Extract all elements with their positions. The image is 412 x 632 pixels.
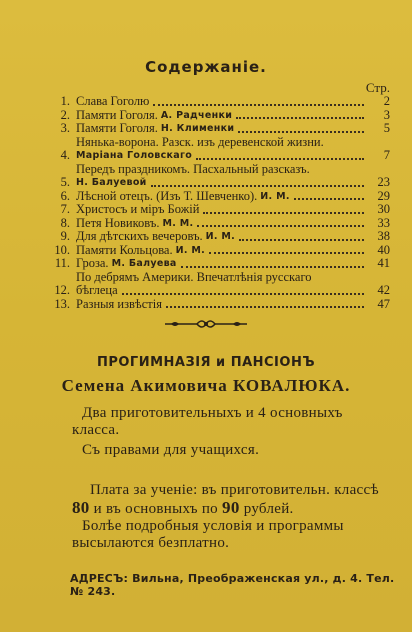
contents-title: Содержаніе. — [145, 58, 267, 76]
toc-num: 12. — [54, 283, 70, 297]
toc-author: Маріана Головскаго — [76, 150, 193, 161]
toc-num: 1. — [60, 94, 70, 108]
toc-title: Разныя извѣстія — [76, 296, 162, 311]
toc-page: 47 — [377, 296, 390, 311]
toc-page: 41 — [377, 256, 390, 270]
toc-item — [50, 257, 390, 271]
toc-item — [50, 230, 390, 244]
toc-item — [50, 95, 390, 109]
toc-item — [50, 190, 390, 204]
toc-num: 5. — [60, 175, 70, 189]
toc-page: 30 — [377, 202, 390, 216]
toc-author: Н. Балуевой — [76, 177, 147, 188]
toc-title-cont: бѣглеца — [76, 283, 118, 297]
toc-num: 10. — [54, 242, 70, 257]
school-heading: ПРОГИМНАЗІЯ и ПАНСІОНЪ — [96, 355, 316, 370]
toc-item — [50, 163, 390, 190]
toc-item — [50, 109, 390, 123]
toc-title: Лѣсной отецъ. (Изъ Т. Шевченко). — [76, 188, 258, 203]
toc-page: 40 — [377, 242, 390, 257]
toc-title: Памяти Гоголя. — [76, 121, 158, 135]
toc-author: М. Балуева — [111, 258, 177, 269]
toc-page: 23 — [377, 175, 390, 189]
toc-item — [50, 244, 390, 258]
toc-num: 13. — [54, 296, 70, 311]
toc-num: 2. — [60, 107, 70, 122]
toc-title: Памяти Кольцова. — [76, 242, 173, 257]
toc-page: 7 — [383, 148, 390, 162]
page-column-label: Стр. — [365, 80, 390, 95]
toc-author: И. М. — [175, 244, 206, 256]
toc-item — [50, 136, 390, 163]
toc-num: 3. — [60, 121, 70, 135]
toc-author: А. Радченки — [160, 109, 233, 121]
toc-num: 6. — [60, 188, 70, 203]
toc-num: 8. — [60, 215, 70, 230]
toc-item — [50, 122, 390, 136]
toc-author: И. М. — [205, 231, 236, 242]
programs-paragraph: Болѣе подробныя условія и программы высылаются безплатно. — [72, 518, 344, 551]
toc-title: Петя Новиковъ. — [76, 215, 160, 230]
ornament-divider — [0, 316, 412, 336]
toc-page: 29 — [377, 188, 390, 203]
toc-author: И. М. — [260, 190, 290, 202]
toc-item — [50, 298, 390, 312]
toc-title: Нянька-ворона. Разск. изъ деревенской жизни. — [76, 134, 324, 149]
toc-page: 3 — [383, 107, 390, 122]
toc-num: 7. — [60, 202, 70, 216]
school-name: Семена Акимовича КОВАЛЮКА. — [61, 376, 351, 395]
toc-page: 33 — [377, 215, 390, 230]
toc-title: Гроза. — [76, 256, 109, 270]
ornament-icon — [161, 316, 251, 332]
classes-paragraph: Два приготовительныхъ и 4 основныхъ класса. — [72, 405, 343, 438]
toc-title: Передъ праздникомъ. Пасхальный разсказъ. — [76, 161, 310, 176]
fee-paragraph: Плата за ученіе: въ приготовительн. классѣ 80 и въ основныхъ по 90 рублей. — [72, 482, 379, 517]
toc-item — [50, 271, 390, 298]
toc-item — [50, 217, 390, 231]
address: АДРЕСЪ: Вильна, Преображенская ул., д. 4. Тел. № 243. — [70, 572, 395, 598]
toc-title: Памяти Гоголя. — [76, 107, 158, 122]
toc-page: 42 — [377, 283, 390, 297]
toc-title: Слава Гоголю — [76, 94, 150, 108]
toc-page: 5 — [383, 121, 390, 135]
fee-prep: 80 — [72, 498, 90, 517]
toc-author: Н. Клименки — [160, 123, 235, 134]
toc-author: М. М. — [162, 217, 194, 229]
toc-page: 2 — [383, 94, 390, 108]
toc-num: 11. — [54, 256, 70, 270]
toc-item — [50, 203, 390, 217]
fee-main: 90 — [222, 498, 240, 517]
toc-num: 4. — [60, 148, 70, 162]
toc-title: По дебрямъ Америки. Впечатлѣнія русскаго — [76, 269, 312, 284]
rights-paragraph: Съ правами для учащихся. — [82, 442, 260, 458]
toc-page: 38 — [377, 229, 390, 243]
toc-title: Для дѣтскихъ вечеровъ. — [76, 229, 203, 243]
table-of-contents — [50, 95, 390, 311]
toc-title: Христосъ и міръ Божій — [76, 202, 200, 216]
toc-num: 9. — [60, 229, 70, 243]
